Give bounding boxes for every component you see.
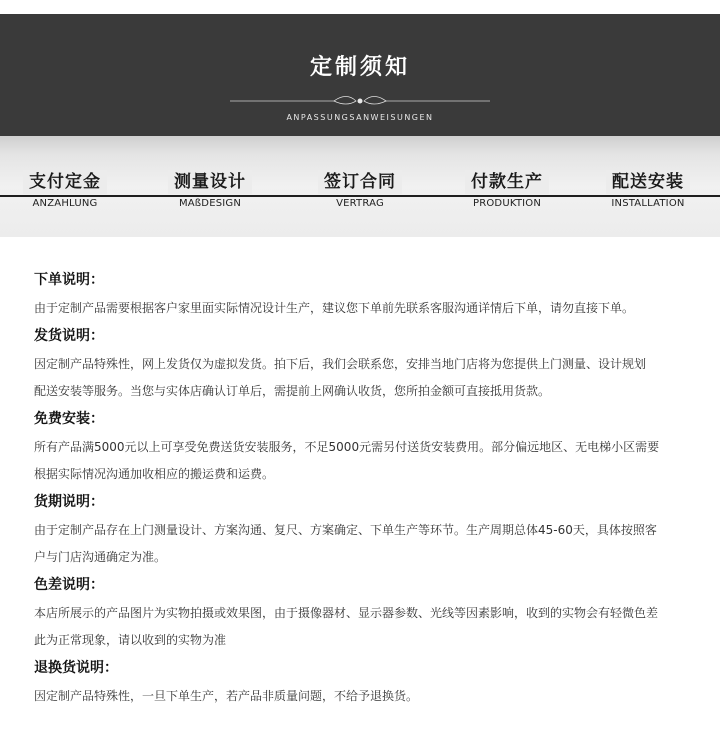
section-text — [34, 683, 684, 710]
section-title: 退换货说明： — [34, 660, 118, 676]
text-line: 因定制产品特殊性，网上发货仅为虚拟发货。拍下后，我们会联系您，安排当地门店将为您提供上门测量、设计规划 — [34, 357, 647, 371]
section-title: 发货说明： — [34, 328, 104, 344]
section-text — [34, 517, 684, 571]
text-line: 所有产品满5000元以上可享受免费送货安装服务，不足5000元需另付送货安装费用。部分偏远地区、无电梯小区需要 — [34, 440, 660, 454]
step-label-de: PRODUKTION — [472, 198, 542, 209]
step-label-de: INSTALLATION — [611, 198, 685, 209]
text-line: 由于定制产品需要根据客户家里面实际情况设计生产，建议您下单前先联系客服沟通详情后下单，请勿直接下单。 — [34, 301, 635, 315]
step-measure-design — [145, 170, 275, 209]
section-title: 货期说明： — [34, 494, 104, 510]
notice-content — [0, 237, 720, 710]
process-steps — [0, 136, 720, 237]
section-shipping — [34, 325, 720, 405]
section-text — [34, 351, 684, 405]
section-free-installation — [34, 408, 720, 488]
section-title: 下单说明： — [34, 272, 104, 288]
step-contract — [295, 170, 425, 209]
top-strip — [0, 0, 720, 14]
section-title: 色差说明： — [34, 577, 104, 593]
page-title: 定制须知 — [309, 54, 410, 80]
text-line: 此为正常现象，请以收到的实物为准 — [34, 633, 227, 647]
step-label-cn: 签订合同 — [318, 170, 402, 194]
section-text — [34, 434, 684, 488]
header-banner — [0, 14, 720, 136]
section-lead-time — [34, 491, 720, 571]
step-label-de: MAßDESIGN — [178, 198, 242, 209]
text-line: 根据实际情况沟通加收相应的搬运费和运费。 — [34, 467, 275, 481]
section-text — [34, 295, 684, 322]
step-label-cn: 支付定金 — [23, 170, 107, 194]
section-color-difference — [34, 574, 720, 654]
step-label-de: ANZAHLUNG — [32, 198, 98, 209]
step-payment-production — [442, 170, 572, 209]
step-deposit — [0, 170, 130, 209]
step-label-cn: 测量设计 — [168, 170, 252, 194]
text-line: 配送安装等服务。当您与实体店确认订单后，需提前上网确认收货，您所拍金额可直接抵用货款。 — [34, 384, 551, 398]
text-line: 本店所展示的产品图片为实物拍摄或效果图，由于摄像器材、显示器参数、光线等因素影响，收到的实物会有轻微色差 — [34, 606, 659, 620]
text-line: 由于定制产品存在上门测量设计、方案沟通、复尺、方案确定、下单生产等环节。生产周期总体45-60天，具体按照客 — [34, 523, 657, 537]
step-label-cn: 付款生产 — [465, 170, 549, 194]
text-line: 户与门店沟通确定为准。 — [34, 550, 167, 564]
page-subtitle: ANPASSUNGSANWEISUNGEN — [286, 113, 434, 122]
step-label-cn: 配送安装 — [606, 170, 690, 194]
section-text — [34, 600, 684, 654]
text-line: 因定制产品特殊性，一旦下单生产，若产品非质量问题，不给予退换货。 — [34, 689, 419, 703]
ornament-divider-icon — [230, 93, 490, 109]
step-delivery-installation — [583, 170, 713, 209]
section-returns — [34, 657, 720, 710]
step-label-de: VERTRAG — [336, 198, 384, 209]
section-order — [34, 269, 720, 322]
section-title: 免费安装： — [34, 411, 104, 427]
